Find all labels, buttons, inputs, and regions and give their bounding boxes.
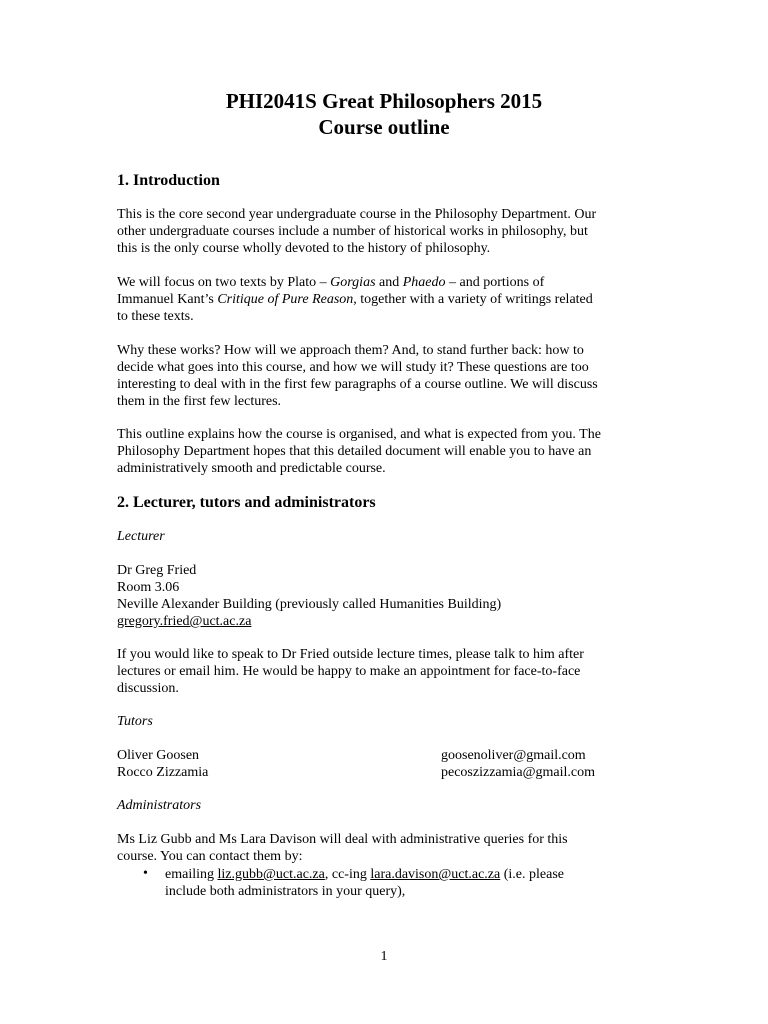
lecturer-room: Room 3.06 (117, 580, 180, 595)
admin-email-link-liz[interactable]: liz.gubb@uct.ac.za (217, 867, 325, 882)
text-line: lectures or email him. He would be happy to make an appointment for face-to-face (117, 664, 581, 679)
tutor-name: Oliver Goosen (117, 748, 200, 763)
text-line: this is the only course wholly devoted to the history of philosophy. (117, 241, 491, 256)
text-line: This is the core second year undergraduate course in the Philosophy Department. Our (117, 207, 597, 222)
section-heading-lecturer-tutors-administrators: 2. Lecturer, tutors and administrators (117, 494, 376, 511)
text-line: Philosophy Department hopes that this detailed document will enable you to have an (117, 444, 592, 459)
text-line: to these texts. (117, 309, 194, 324)
text-span: , cc-ing (324, 867, 371, 882)
text-line: decide what goes into this course, and how we will study it? These questions are too (117, 360, 589, 375)
text-line (117, 274, 657, 291)
lecturer-details (117, 562, 657, 630)
text-span: Immanuel Kant’s (117, 292, 218, 307)
text-span: We will focus on two texts by Plato – (117, 275, 331, 290)
bullet-item-email-line (165, 866, 564, 883)
text-span: , together with a variety of writings related (353, 292, 593, 307)
text-line: This outline explains how the course is organised, and what is expected from you. The (117, 427, 601, 442)
tutor-email: pecoszizzamia@gmail.com (441, 765, 595, 780)
page-number: 1 (380, 949, 388, 964)
admin-email-link-lara[interactable]: lara.davison@uct.ac.za (370, 867, 501, 882)
text-span: – and portions of (445, 275, 545, 290)
text-line: Why these works? How will we approach them? And, to stand further back: how to (117, 343, 584, 358)
work-title-phaedo: Phaedo (402, 275, 446, 290)
text-span: and (375, 275, 403, 290)
lecturer-email-line (117, 613, 657, 630)
intro-paragraph-1 (117, 206, 657, 257)
intro-paragraph-4 (117, 426, 657, 477)
text-span: (i.e. please (500, 867, 564, 882)
text-line: them in the first few lectures. (117, 394, 282, 409)
text-line (117, 291, 657, 308)
administrators-label: Administrators (117, 798, 202, 813)
lecturer-name: Dr Greg Fried (117, 563, 197, 578)
text-line: other undergraduate courses include a number of historical works in philosophy, but (117, 224, 588, 239)
document-subtitle: Course outline (318, 115, 450, 139)
text-line: discussion. (117, 681, 179, 696)
text-line: Ms Liz Gubb and Ms Lara Davison will deal with administrative queries for this (117, 832, 568, 847)
intro-paragraph-3 (117, 342, 657, 410)
administrators-paragraph (117, 831, 657, 865)
text-line: interesting to deal with in the first few paragraphs of a course outline. We will discuss (117, 377, 598, 392)
lecturer-contact-paragraph (117, 646, 657, 697)
tutor-email: goosenoliver@gmail.com (441, 748, 586, 763)
document-title: PHI2041S Great Philosophers 2015 (225, 89, 543, 113)
text-line: administratively smooth and predictable course. (117, 461, 386, 476)
text-line: course. You can contact them by: (117, 849, 303, 864)
bullet-icon: • (143, 866, 148, 881)
lecturer-building: Neville Alexander Building (previously called Humanities Building) (117, 597, 502, 612)
text-line: If you would like to speak to Dr Fried outside lecture times, please talk to him after (117, 647, 584, 662)
intro-paragraph-2 (117, 274, 657, 325)
bullet-item-continuation: include both administrators in your query), (165, 884, 406, 899)
lecturer-email-link[interactable]: gregory.fried@uct.ac.za (117, 614, 252, 629)
tutor-name: Rocco Zizzamia (117, 765, 209, 780)
text-span: emailing (165, 867, 218, 882)
lecturer-label: Lecturer (117, 529, 165, 544)
work-title-critique: Critique of Pure Reason (217, 292, 354, 307)
tutors-label: Tutors (117, 714, 153, 729)
section-heading-introduction: 1. Introduction (117, 172, 220, 189)
work-title-gorgias: Gorgias (330, 275, 376, 290)
